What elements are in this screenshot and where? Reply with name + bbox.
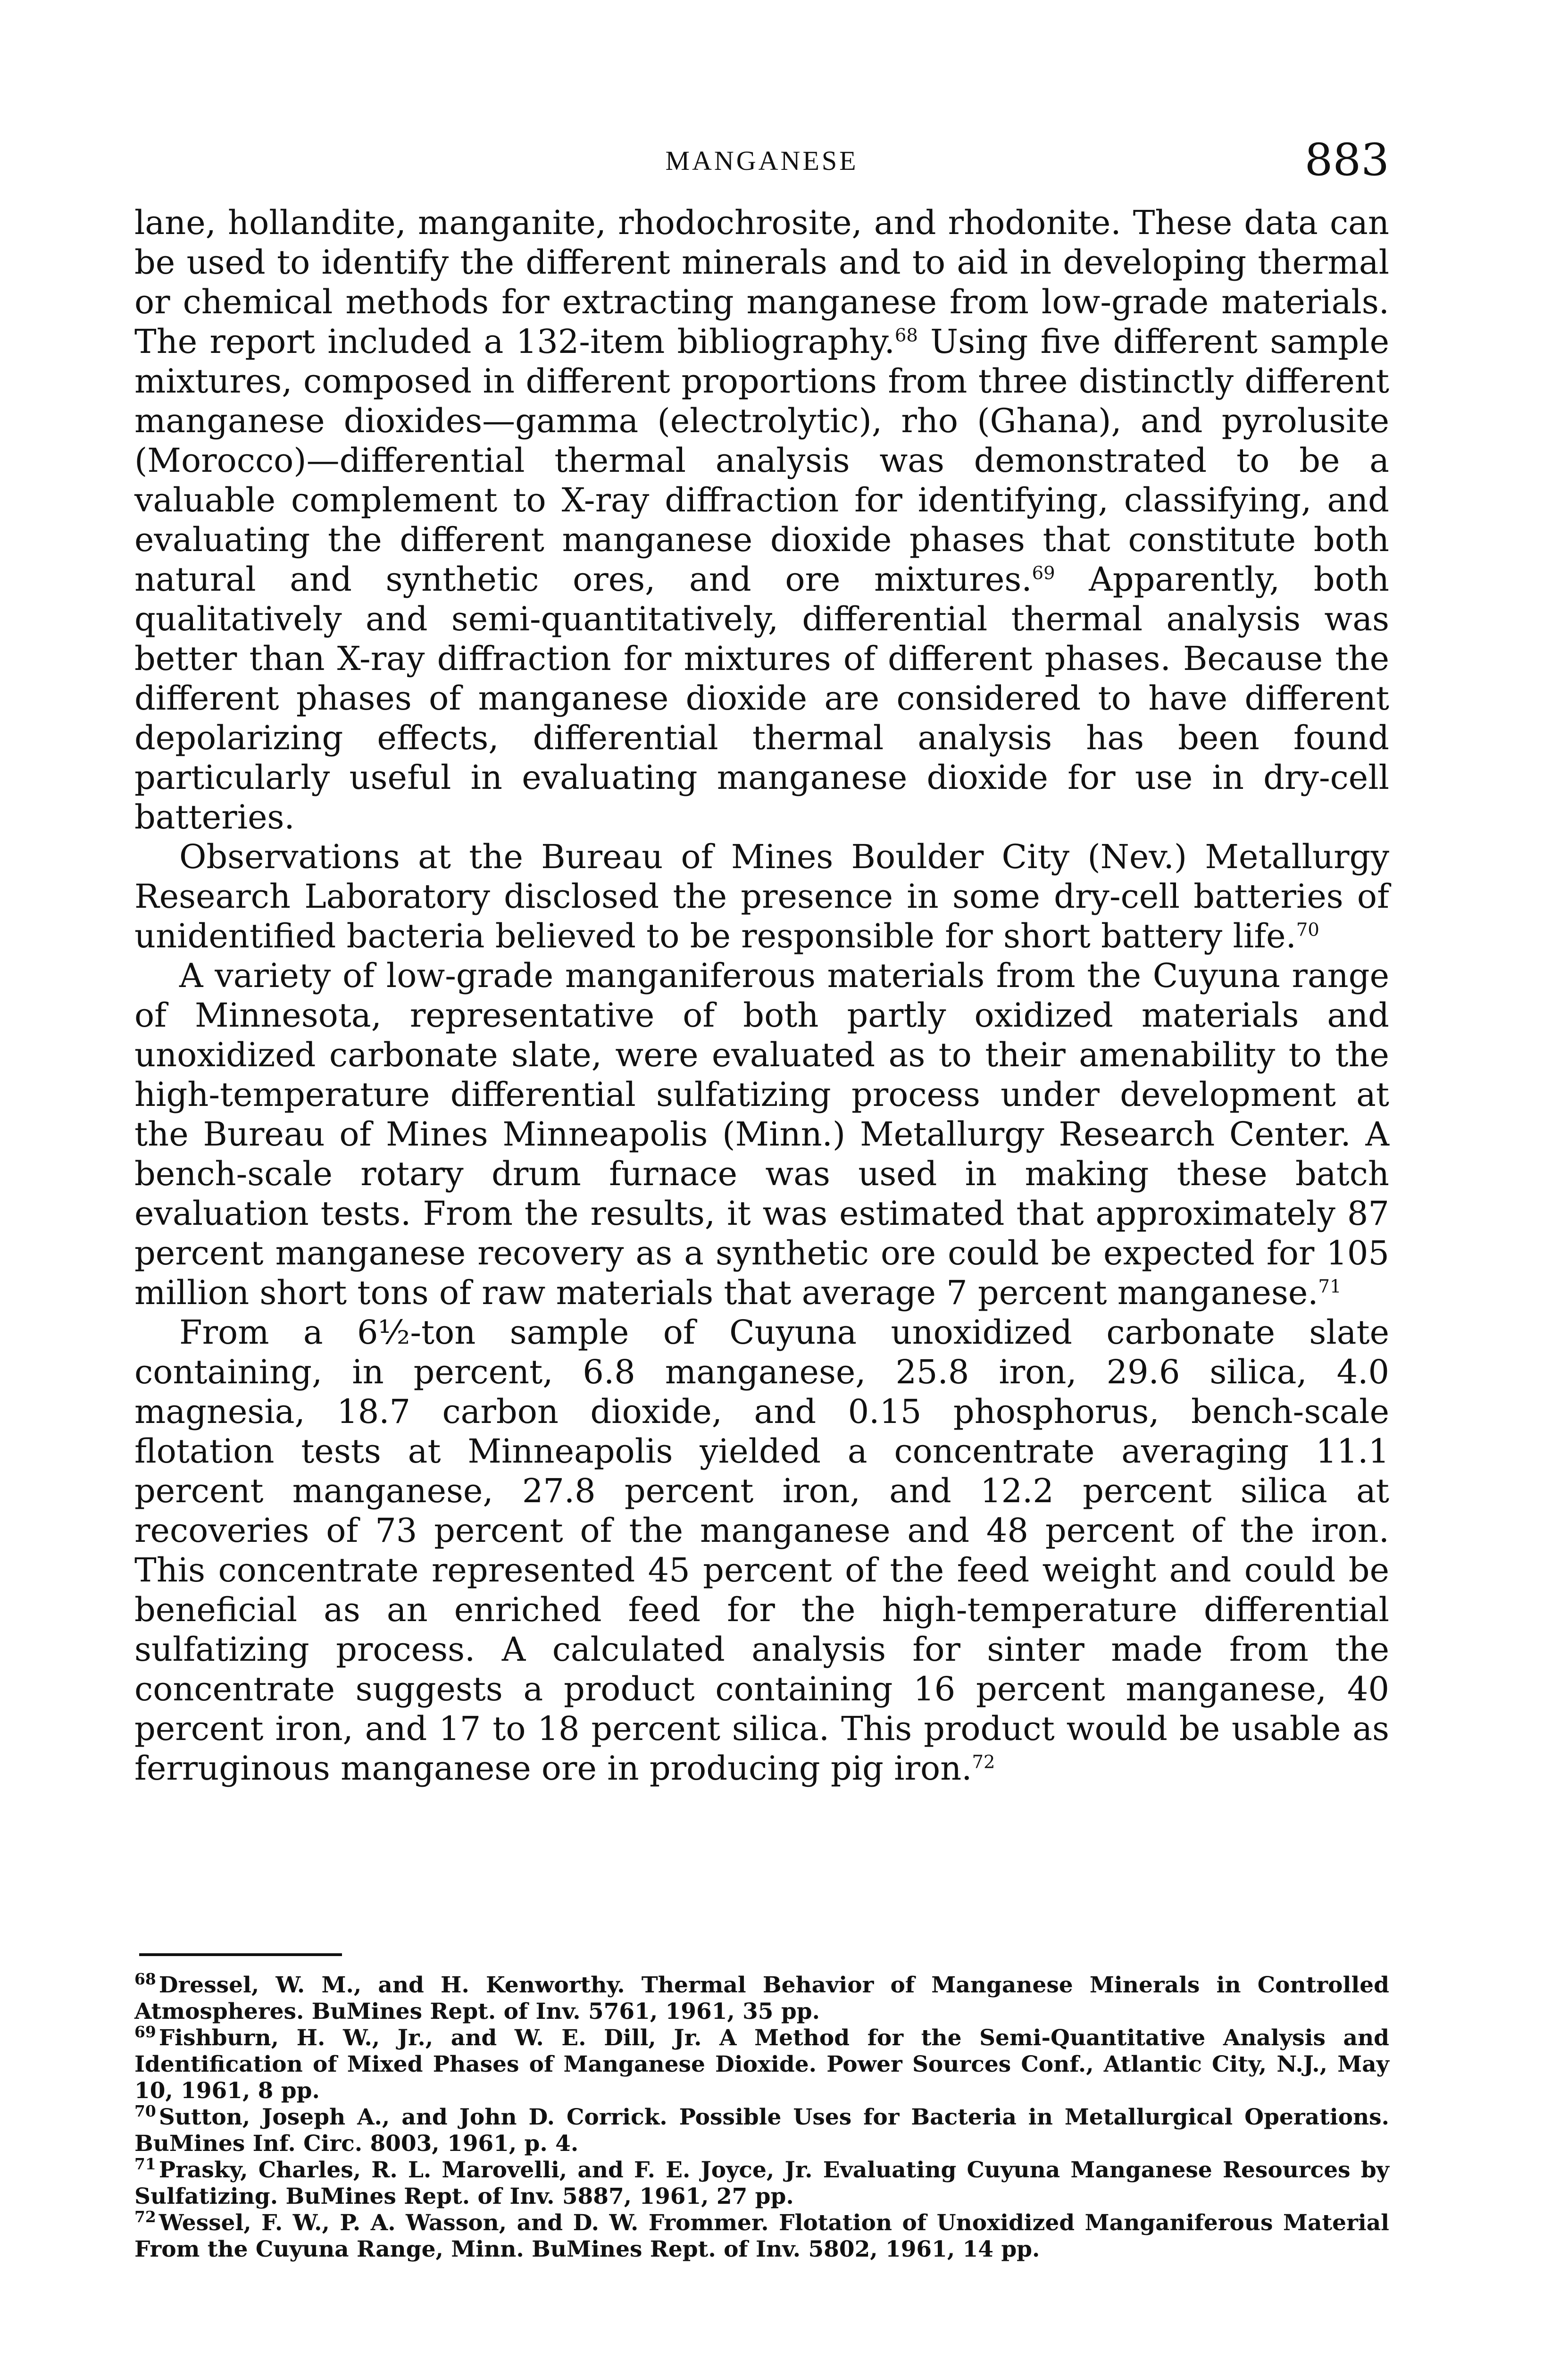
paragraph-bacteria xyxy=(134,837,1389,956)
footnote-number: 70 xyxy=(134,2102,156,2121)
footnote-number: 69 xyxy=(134,2023,156,2041)
footnote-text: Prasky, Charles, R. L. Marovelli, and F. E. Joyce, Jr. Evaluating Cuyuna Manganese Resources by Sulfatizing. BuMines Rept. of Inv. 5887, 1961, 27 pp. xyxy=(134,2157,1389,2209)
paragraph-text: lane, hollandite, manganite, rhodochrosite, and rhodonite. These data can be used to identify the different minerals and to aid in developing thermal or chemical methods for extracting manganese from low-grade materials. The report included a 132-item bibliography. xyxy=(134,203,1389,361)
footnote xyxy=(134,2104,1389,2157)
footnote-number: 71 xyxy=(134,2155,156,2174)
footnotes xyxy=(134,1972,1389,2263)
footnote xyxy=(134,1972,1389,2025)
footnote xyxy=(134,2210,1389,2263)
paragraph-text: Apparently, both qualitatively and semi-quantitatively, differential thermal analysis was better than X-ray diffraction for mixtures of different phases. Because the different phases of manganese dioxide are considered to have different depolarizing effects, differential thermal analysis has been found particularly useful in evaluating manganese dioxide for use in dry-cell batteries. xyxy=(134,560,1389,837)
footnote xyxy=(134,2157,1389,2210)
footnote-reference: 69 xyxy=(1032,562,1055,584)
footnote-reference: 70 xyxy=(1296,919,1319,941)
paragraph-text: Using five different sample mixtures, composed in different proportions from three distinctly different manganese dioxides—gamma (electrolytic), rho (Ghana), and pyrolusite (Morocco)—differential thermal analysis was demonstrated to be a valuable complement to X-ray diffraction for identifying, classifying, and evaluating the different manganese dioxide phases that constitute both natural and synthetic ores, and ore mixtures. xyxy=(134,322,1389,599)
footnote-reference: 68 xyxy=(894,325,918,346)
paragraph-flotation xyxy=(134,1313,1389,1788)
paragraph-text: Observations at the Bureau of Mines Boulder City (Nev.) Metallurgy Research Laboratory disclosed the presence in some dry-cell batteries of unidentified bacteria believed to be responsible for short battery life. xyxy=(134,837,1389,955)
footnote-number: 72 xyxy=(134,2208,156,2226)
footnote-reference: 71 xyxy=(1318,1276,1342,1297)
body-text xyxy=(134,203,1389,1788)
paragraph-continued xyxy=(134,203,1389,837)
footnote-divider xyxy=(139,1953,342,1956)
footnote-number: 68 xyxy=(134,1970,156,1989)
paragraph-cuyuna-evaluation xyxy=(134,956,1389,1313)
footnote-text: Dressel, W. M., and H. Kenworthy. Thermal Behavior of Manganese Minerals in Controlled Atmospheres. BuMines Rept. of Inv. 5761, 1961, 35 pp. xyxy=(134,1972,1389,2024)
paragraph-text: From a 6½-ton sample of Cuyuna unoxidized carbonate slate containing, in percent, 6.8 manganese, 25.8 iron, 29.6 silica, 4.0 magnesia, 18.7 carbon dioxide, and 0.15 phosphorus, bench-scale flotation tests at Minneapolis yielded a concentrate averaging 11.1 percent manganese, 27.8 percent iron, and 12.2 percent silica at recoveries of 73 percent of the manganese and 48 percent of the iron. This concentrate represented 45 percent of the feed weight and could be beneficial as an enriched feed for the high-temperature differential sulfatizing process. A calculated analysis for sinter made from the concentrate suggests a product containing 16 percent manganese, 40 percent iron, and 17 to 18 percent silica. This product would be usable as ferruginous manganese ore in producing pig iron. xyxy=(134,1313,1389,1788)
page-number: 883 xyxy=(1304,134,1389,186)
footnote-text: Wessel, F. W., P. A. Wasson, and D. W. Frommer. Flotation of Unoxidized Manganiferous Material From the Cuyuna Range, Minn. BuMines Rept. of Inv. 5802, 1961, 14 pp. xyxy=(134,2210,1389,2262)
footnote-text: Sutton, Joseph A., and John D. Corrick. Possible Uses for Bacteria in Metallurgical Operations. BuMines Inf. Circ. 8003, 1961, p. 4. xyxy=(134,2104,1389,2157)
footnote-text: Fishburn, H. W., Jr., and W. E. Dill, Jr. A Method for the Semi-Quantitative Analysis and Identification of Mixed Phases of Manganese Dioxide. Power Sources Conf., Atlantic City, N.J., May 10, 1961, 8 pp. xyxy=(134,2025,1389,2104)
running-head: MANGANESE xyxy=(665,145,859,176)
page-header xyxy=(134,134,1389,186)
paragraph-text: A variety of low-grade manganiferous materials from the Cuyuna range of Minnesota, representative of both partly oxidized materials and unoxidized carbonate slate, were evaluated as to their amenability to the high-temperature differential sulfatizing process under development at the Bureau of Mines Minneapolis (Minn.) Metallurgy Research Center. A bench-scale rotary drum furnace was used in making these batch evaluation tests. From the results, it was estimated that approximately 87 percent manganese recovery as a synthetic ore could be expected for 105 million short tons of raw materials that average 7 percent manganese. xyxy=(134,956,1389,1312)
footnote-reference: 72 xyxy=(972,1751,995,1773)
footnote xyxy=(134,2025,1389,2104)
